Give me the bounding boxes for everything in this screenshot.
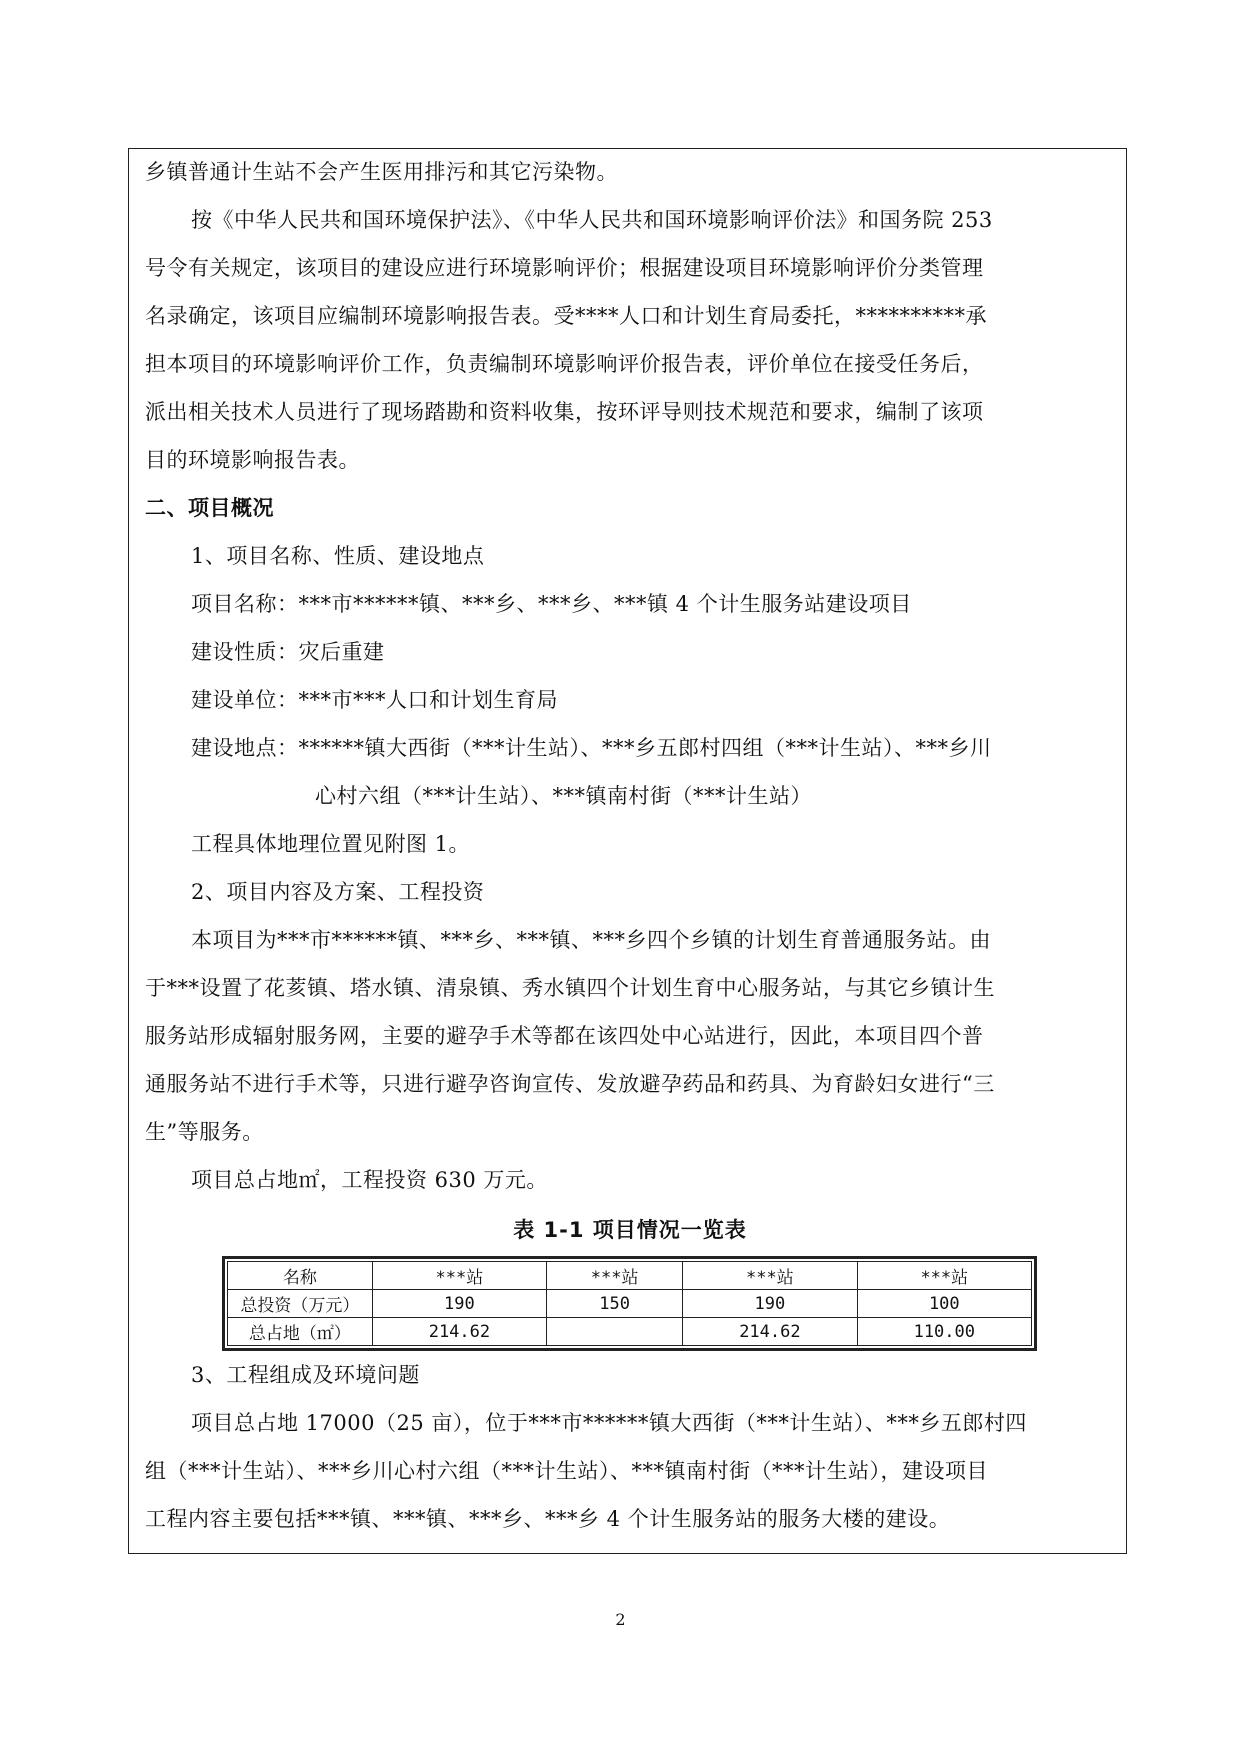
text-line: 乡镇普通计生站不会产生医用排污和其它污染物。: [145, 160, 618, 184]
table-header-row: [228, 1262, 1032, 1290]
text-line: 项目总占地㎡，工程投资 630 万元。: [191, 1168, 548, 1192]
text-line: 目的环境影响报告表。: [145, 448, 360, 472]
text-line: 服务站形成辐射服务网，主要的避孕手术等都在该四处中心站进行，因此，本项目四个普: [145, 1024, 984, 1048]
table-cell: ***站: [857, 1262, 1031, 1290]
text-line: 2、项目内容及方案、工程投资: [191, 880, 485, 904]
text-line: 建设地点：******镇大西街（***计生站）、***乡五郎村四组（***计生站）、***乡川: [191, 736, 992, 760]
table-row: [228, 1290, 1032, 1318]
text-line: 生”等服务。: [145, 1120, 264, 1144]
section-heading: 二、项目概况: [145, 496, 274, 520]
text-line: 本项目为***市******镇、***乡、***镇、***乡四个乡镇的计划生育普通服务站。由: [191, 928, 991, 952]
table-cell: 总占地（㎡）: [228, 1318, 373, 1346]
table-cell: ***站: [547, 1262, 683, 1290]
text-line: 名录确定，该项目应编制环境影响报告表。受****人口和计划生育局委托，**********承: [145, 304, 987, 328]
table-cell: 110.00: [857, 1318, 1031, 1346]
text-line: 担本项目的环境影响评价工作，负责编制环境影响评价报告表，评价单位在接受任务后，: [145, 352, 984, 376]
text-line: 建设性质：灾后重建: [191, 640, 385, 664]
text-line: 1、项目名称、性质、建设地点: [191, 544, 485, 568]
text-line: 派出相关技术人员进行了现场踏勘和资料收集，按环评导则技术规范和要求，编制了该项: [145, 400, 984, 424]
page-number: 2: [615, 1610, 626, 1629]
text-line: 于***设置了花荄镇、塔水镇、清泉镇、秀水镇四个计划生育中心服务站，与其它乡镇计生: [145, 976, 995, 1000]
table-cell: 总投资（万元）: [228, 1290, 373, 1318]
text-line: 心村六组（***计生站）、***镇南村街（***计生站）: [315, 784, 812, 808]
table-cell: ***站: [683, 1262, 857, 1290]
table-caption: 表 1-1 项目情况一览表: [513, 1218, 747, 1242]
document-body: [145, 148, 1115, 1543]
text-line: 项目名称：***市******镇、***乡、***乡、***镇 4 个计生服务站建设项目: [191, 592, 912, 616]
table-row: [228, 1318, 1032, 1346]
text-line: 工程具体地理位置见附图 1。: [191, 832, 471, 856]
table-cell: 名称: [228, 1262, 373, 1290]
text-line: 通服务站不进行手术等，只进行避孕咨询宣传、发放避孕药品和药具、为育龄妇女进行“三: [145, 1072, 995, 1096]
project-summary-table: [222, 1256, 1037, 1351]
table-cell: 214.62: [372, 1318, 546, 1346]
table-cell: 100: [857, 1290, 1031, 1318]
table-cell: 214.62: [683, 1318, 857, 1346]
text-line: 工程内容主要包括***镇、***镇、***乡、***乡 4 个计生服务站的服务大楼的建设。: [145, 1507, 951, 1531]
text-line: 3、工程组成及环境问题: [191, 1363, 420, 1387]
table-cell: 190: [683, 1290, 857, 1318]
text-line: 组（***计生站）、***乡川心村六组（***计生站）、***镇南村街（***计生站），建设项目: [145, 1459, 988, 1483]
text-line: 项目总占地 17000（25 亩），位于***市******镇大西街（***计生站）、***乡五郎村四: [191, 1411, 1027, 1435]
text-line: 建设单位：***市***人口和计划生育局: [191, 688, 558, 712]
table-cell: 190: [372, 1290, 546, 1318]
table-cell: [547, 1318, 683, 1346]
text-line: 号令有关规定，该项目的建设应进行环境影响评价；根据建设项目环境影响评价分类管理: [145, 256, 984, 280]
paragraphs-before-table: [145, 148, 1115, 1204]
table-cell: 150: [547, 1290, 683, 1318]
paragraphs-after-table: [145, 1351, 1115, 1543]
text-line: 按《中华人民共和国环境保护法》、《中华人民共和国环境影响评价法》和国务院 253: [191, 208, 993, 232]
table-cell: ***站: [372, 1262, 546, 1290]
